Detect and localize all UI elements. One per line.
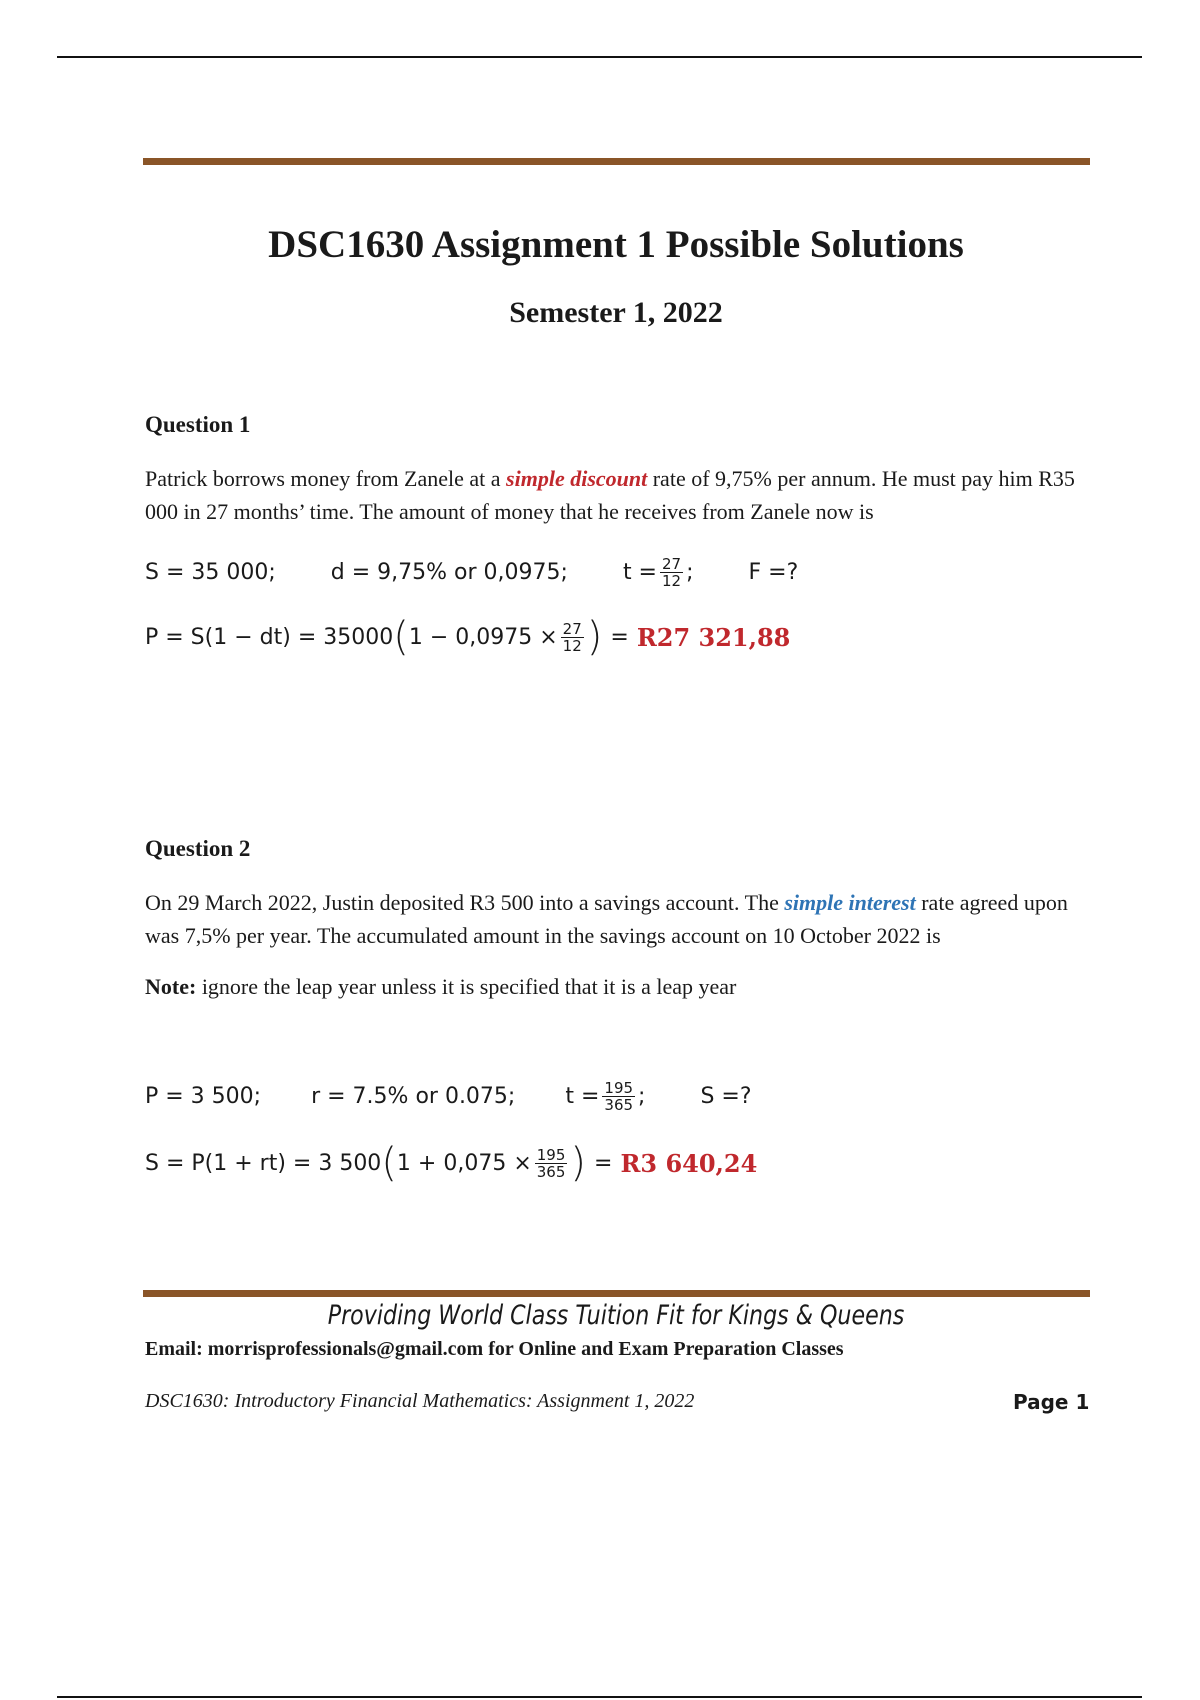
question-1-text-b: rate of 9,75% per annum. He must pay him R35 000 in 27 months’ time. The amount of money that he receives from Zanele now is (145, 466, 1075, 524)
footer-slogan: Providing World Class Tuition Fit for Kings & Queens (327, 1300, 905, 1331)
q1-open-paren-icon: ( (393, 614, 409, 660)
q1-t-denominator: 12 (662, 571, 682, 590)
q1-formula-equals: = (610, 624, 629, 650)
question-1-given-values (145, 552, 798, 592)
top-page-border (57, 56, 1142, 58)
question-1-text-a: Patrick borrows money from Zanele at a (145, 466, 507, 491)
header-accent-rule (143, 158, 1090, 165)
question-2-given-values (145, 1076, 752, 1116)
question-1-formula (145, 614, 790, 660)
question-2-formula (145, 1140, 757, 1186)
q2-given-p: P = 3 500; (145, 1083, 262, 1109)
q2-given-t-fraction (602, 1080, 635, 1113)
footer-email: Email: morrisprofessionals@gmail.com for Online and Exam Preparation Classes (145, 1338, 844, 1360)
q1-given-find: F =? (748, 559, 799, 585)
q2-formula-inner: 1 + 0,075 × (396, 1150, 532, 1176)
q2-open-paren-icon: ( (381, 1140, 397, 1186)
q2-t-numerator: 195 (604, 1078, 634, 1097)
q1-formula-fraction (561, 621, 584, 654)
simple-interest-term: simple interest (784, 890, 916, 915)
q2-formula-lhs: S = P(1 + rt) = 3 500 (145, 1150, 382, 1176)
q2-formula-numerator: 195 (536, 1145, 566, 1164)
q1-formula-numerator: 27 (562, 619, 582, 638)
q2-given-r: r = 7.5% or 0.075; (311, 1083, 516, 1109)
question-2-note (145, 970, 1090, 1003)
document-title: DSC1630 Assignment 1 Possible Solutions (268, 223, 964, 266)
q1-formula-inner: 1 − 0,0975 × (408, 624, 558, 650)
q1-given-t-fraction (660, 556, 683, 589)
q2-answer: R3 640,24 (620, 1148, 758, 1178)
question-1-heading: Question 1 (145, 412, 251, 437)
q1-close-paren-icon: ) (586, 614, 603, 660)
q1-given-s: S = 35 000; (145, 559, 276, 585)
q2-given-find: S =? (700, 1083, 752, 1109)
q2-t-semicolon: ; (638, 1083, 646, 1109)
question-2-text-a: On 29 March 2022, Justin deposited R3 500 into a savings account. The (145, 890, 785, 915)
q1-t-numerator: 27 (662, 554, 682, 573)
q2-formula-fraction (535, 1147, 568, 1180)
q1-answer: R27 321,88 (636, 622, 791, 652)
page-number: Page 1 (1013, 1390, 1090, 1414)
q1-given-d: d = 9,75% or 0,0975; (330, 559, 568, 585)
bottom-page-border (57, 1696, 1142, 1698)
q2-formula-denominator: 365 (536, 1162, 566, 1181)
q1-formula-lhs: P = S(1 − dt) = 35000 (145, 624, 394, 650)
q1-t-semicolon: ; (686, 559, 694, 585)
q2-given-t-label: t = (565, 1083, 600, 1109)
q1-given-t-label: t = (622, 559, 657, 585)
question-2-text-b: rate agreed upon was 7,5% per year. The accumulated amount in the savings account on 10 October 2022 is (145, 890, 1068, 948)
q2-close-paren-icon: ) (570, 1140, 586, 1186)
question-2-heading: Question 2 (145, 836, 251, 861)
note-text: ignore the leap year unless it is specified that it is a leap year (196, 974, 737, 999)
q1-formula-denominator: 12 (562, 636, 582, 655)
note-label: Note: (145, 974, 197, 999)
question-1-text (145, 462, 1090, 528)
q2-t-denominator: 365 (604, 1095, 634, 1114)
document-subtitle: Semester 1, 2022 (509, 296, 723, 329)
question-2-text (145, 886, 1090, 952)
q2-formula-equals: = (594, 1150, 613, 1176)
footer-accent-rule (143, 1290, 1090, 1297)
simple-discount-term: simple discount (506, 466, 648, 491)
footer-course-label: DSC1630: Introductory Financial Mathematics: Assignment 1, 2022 (145, 1390, 695, 1412)
